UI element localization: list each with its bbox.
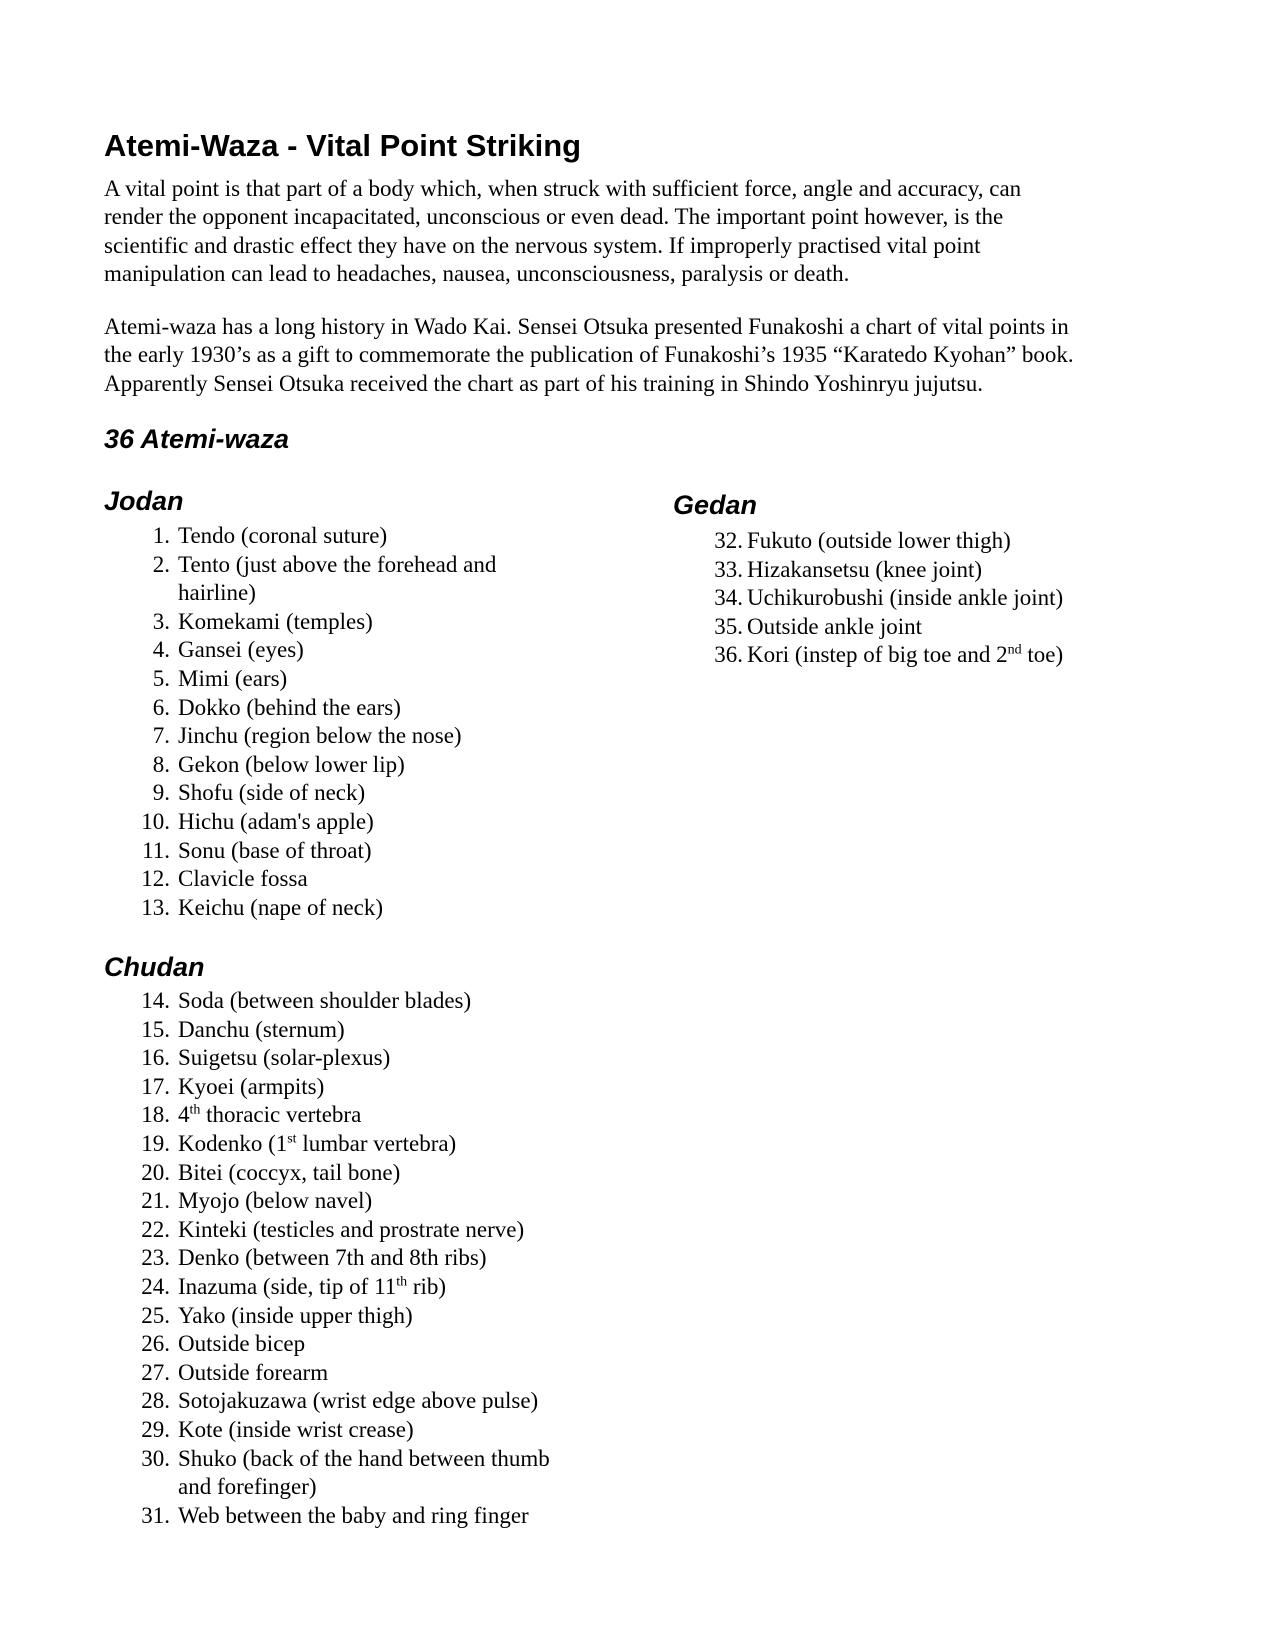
item-text-part: toe) [1021, 642, 1064, 668]
item-text: Sotojakuzawa (wrist edge above pulse) [178, 1388, 539, 1414]
list-item [152, 636, 496, 665]
item-number: 7. [152, 723, 170, 749]
item-text: Gansei (eyes) [178, 637, 304, 663]
list-item [152, 522, 496, 551]
item-number: 6. [152, 694, 170, 720]
item-text: Denko (between 7th and 8th ribs) [178, 1245, 487, 1271]
list-item [141, 1273, 550, 1302]
item-text: and forefinger) [178, 1474, 317, 1500]
item-number: 32. [714, 528, 743, 553]
item-text-part: Kori (instep of big toe and 2 [747, 642, 1008, 668]
item-number: 14. [141, 988, 170, 1013]
item-text: Outside ankle joint [747, 613, 923, 639]
item-number: 29. [141, 1416, 170, 1442]
list-item [141, 1130, 550, 1159]
list-item [141, 1187, 550, 1216]
item-number: 18. [141, 1102, 170, 1128]
item-number: 13. [141, 894, 170, 920]
paragraph-line: render the opponent incapacitated, unconscious or even dead. The important point however, is the [104, 204, 1004, 230]
item-number: 4. [152, 637, 170, 663]
item-text: Kyoei (armpits) [178, 1073, 325, 1099]
item-text: Shofu (side of neck) [178, 780, 366, 806]
item-text: Keichu (nape of neck) [178, 894, 383, 920]
item-text: Danchu (sternum) [178, 1016, 345, 1042]
history-paragraph [104, 313, 1074, 398]
item-number: 22. [141, 1216, 170, 1242]
paragraph-line: manipulation can lead to headaches, nausea, unconsciousness, paralysis or death. [104, 260, 850, 286]
paragraph-line: A vital point is that part of a body which, when struck with sufficient force, angle and accuracy, can [104, 176, 1022, 201]
item-text [747, 641, 1063, 670]
item-number: 12. [141, 866, 170, 892]
item-text: Uchikurobushi (inside ankle joint) [747, 585, 1064, 611]
ordinal-superscript: th [396, 1274, 408, 1290]
list-item [141, 1387, 550, 1416]
list-item [714, 613, 1063, 642]
item-text: Myojo (below navel) [178, 1188, 373, 1214]
list-item [141, 808, 496, 837]
item-text: hairline) [178, 580, 256, 606]
item-number: 27. [141, 1359, 170, 1385]
item-number: 2. [152, 551, 170, 577]
ordinal-superscript: nd [1007, 642, 1022, 658]
paragraph-line: scientific and drastic effect they have on the nervous system. If improperly practised vital point [104, 232, 981, 258]
item-number: 25. [141, 1302, 170, 1328]
list-item [141, 1159, 550, 1188]
item-text-part: 4 [178, 1102, 190, 1128]
jodan-heading: Jodan [104, 486, 184, 516]
item-number: 21. [141, 1188, 170, 1214]
item-number: 9. [152, 780, 170, 806]
item-number: 10. [141, 808, 170, 834]
list-item [141, 1330, 550, 1359]
list-item [714, 556, 1063, 585]
item-number: 8. [152, 751, 170, 777]
list-item [152, 551, 497, 608]
item-text: Dokko (behind the ears) [178, 694, 401, 720]
paragraph-line: the early 1930’s as a gift to commemorate the publication of Funakoshi’s 1935 “Karatedo Kyohan” book. [104, 342, 1074, 368]
list-item [141, 1073, 550, 1102]
item-text: Kote (inside wrist crease) [178, 1416, 414, 1442]
item-text: Outside forearm [178, 1359, 329, 1385]
ordinal-superscript: th [189, 1102, 201, 1118]
item-text-part: Kodenko (1 [178, 1130, 288, 1156]
item-number: 35. [714, 613, 743, 639]
item-number: 17. [141, 1073, 170, 1099]
item-number: 30. [141, 1445, 170, 1471]
item-number: 33. [714, 556, 743, 582]
item-text [178, 1273, 550, 1302]
item-text: Kinteki (testicles and prostrate nerve) [178, 1216, 525, 1242]
paragraph-line: Apparently Sensei Otsuka received the chart as part of his training in Shindo Yoshinryu jujutsu. [104, 370, 983, 396]
section-title: 36 Atemi-waza [104, 424, 290, 454]
list-item [714, 527, 1063, 556]
intro-paragraph [104, 175, 1021, 288]
item-number: 20. [141, 1159, 170, 1185]
item-number: 23. [141, 1245, 170, 1271]
gedan-heading: Gedan [673, 490, 758, 520]
list-item [141, 1016, 550, 1045]
jodan-list [141, 522, 497, 922]
item-text: Outside bicep [178, 1331, 306, 1357]
item-text: Soda (between shoulder blades) [178, 988, 472, 1013]
item-text: Tento (just above the forehead and [178, 551, 497, 577]
list-item [714, 584, 1064, 613]
item-number: 24. [141, 1273, 170, 1299]
item-text: Komekami (temples) [178, 608, 373, 634]
list-item [141, 1244, 550, 1273]
item-text: Mimi (ears) [178, 665, 288, 691]
list-item [714, 641, 1064, 670]
item-text-part: Inazuma (side, tip of 11 [178, 1273, 397, 1299]
item-number: 34. [714, 585, 743, 611]
list-item [152, 694, 496, 723]
list-item [141, 987, 550, 1016]
item-text: Yako (inside upper thigh) [178, 1302, 413, 1328]
list-item [141, 1502, 550, 1531]
item-number: 5. [152, 665, 170, 691]
item-number: 16. [141, 1045, 170, 1071]
item-text-part: thoracic vertebra [200, 1102, 362, 1128]
chudan-heading: Chudan [104, 952, 205, 982]
paragraph-line: Atemi-waza has a long history in Wado Kai. Sensei Otsuka presented Funakoshi a chart of vital points in [104, 314, 1069, 339]
item-text: Hizakansetsu (knee joint) [747, 556, 983, 582]
list-item [141, 1416, 550, 1445]
list-item [152, 608, 496, 637]
item-text: Hichu (adam's apple) [178, 808, 374, 834]
list-item [141, 1302, 550, 1331]
item-text: Jinchu (region below the nose) [178, 723, 462, 749]
item-text: Tendo (coronal suture) [178, 523, 388, 548]
item-number: 1. [152, 523, 170, 548]
item-text: Shuko (back of the hand between thumb [178, 1445, 550, 1471]
item-text: Suigetsu (solar-plexus) [178, 1045, 391, 1071]
ordinal-superscript: st [287, 1131, 297, 1147]
item-text-part: lumbar vertebra) [296, 1130, 457, 1156]
item-text [178, 1101, 550, 1130]
list-item [141, 1445, 550, 1502]
list-item [152, 779, 496, 808]
item-text: Web between the baby and ring finger [178, 1502, 529, 1528]
list-item [141, 1216, 550, 1245]
item-text [178, 1130, 550, 1159]
item-number: 11. [142, 837, 170, 863]
gedan-list [714, 527, 1064, 670]
item-number: 36. [714, 642, 743, 668]
page-title: Atemi-Waza - Vital Point Striking [104, 128, 582, 163]
list-item [141, 1044, 550, 1073]
chudan-list [141, 987, 550, 1530]
item-number: 26. [141, 1331, 170, 1357]
item-number: 15. [141, 1016, 170, 1042]
item-number: 3. [152, 608, 170, 634]
item-number: 31. [141, 1502, 170, 1528]
list-item [141, 865, 496, 894]
list-item [152, 665, 496, 694]
list-item [142, 837, 496, 866]
item-text: Gekon (below lower lip) [178, 751, 405, 777]
item-number: 28. [141, 1388, 170, 1414]
list-item [152, 751, 496, 780]
item-number: 19. [141, 1130, 170, 1156]
list-item [141, 1359, 550, 1388]
item-text: Sonu (base of throat) [178, 837, 372, 863]
item-text: Fukuto (outside lower thigh) [747, 528, 1011, 553]
list-item [141, 1101, 550, 1130]
item-text-part: rib) [407, 1273, 447, 1299]
item-text: Bitei (coccyx, tail bone) [178, 1159, 401, 1185]
list-item [152, 722, 496, 751]
list-item [141, 894, 496, 923]
item-text: Clavicle fossa [178, 866, 308, 892]
